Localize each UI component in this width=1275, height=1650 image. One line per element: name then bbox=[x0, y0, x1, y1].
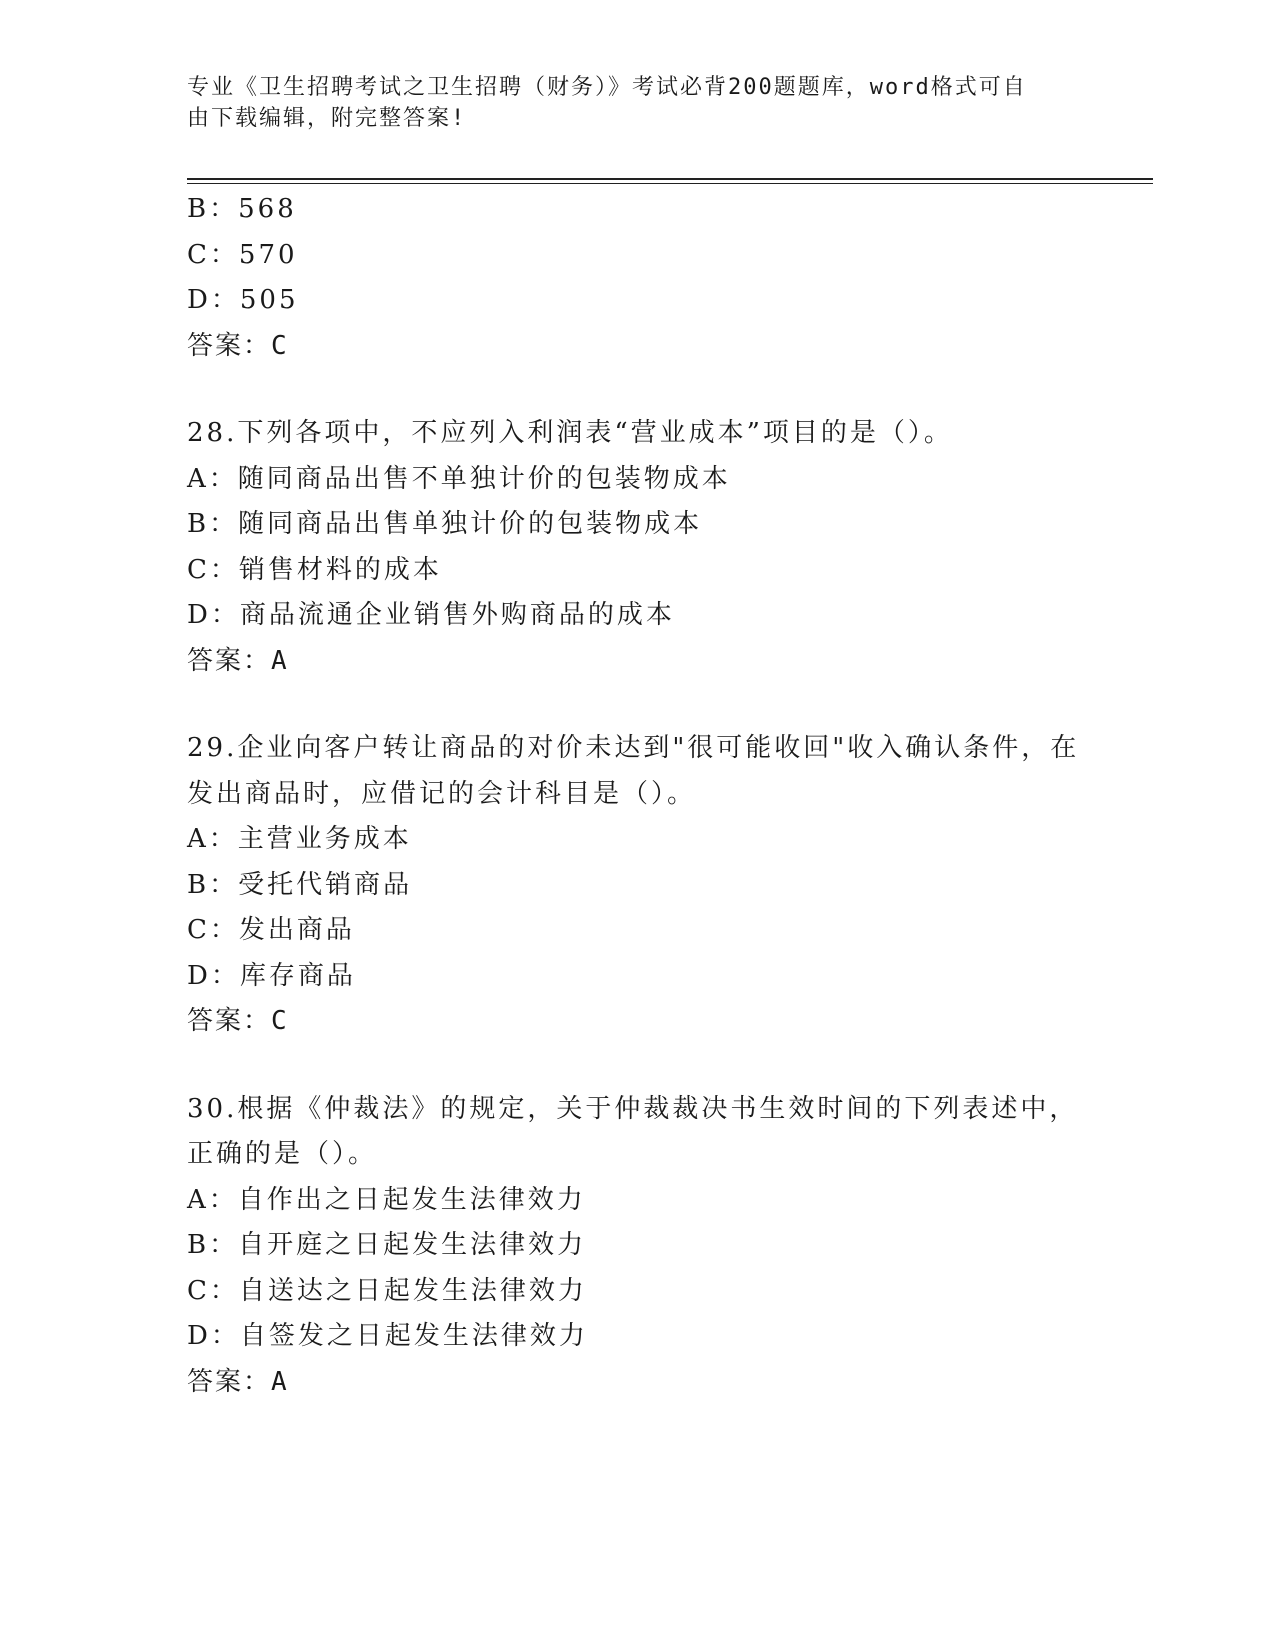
option-d bbox=[187, 1314, 1087, 1360]
header-line-1: 专业《卫生招聘考试之卫生招聘（财务）》考试必背200题题库，word格式可自 bbox=[187, 75, 1027, 100]
answer-line: 答案：C bbox=[187, 330, 289, 361]
option-text: 发出商品 bbox=[238, 915, 355, 945]
option-c bbox=[187, 548, 1087, 594]
question-gap bbox=[187, 684, 1087, 726]
option-key: D： bbox=[187, 1321, 240, 1351]
option-key: A： bbox=[187, 1184, 238, 1215]
option-c bbox=[187, 908, 1087, 954]
answer-line: 答案：A bbox=[187, 645, 289, 676]
option-b bbox=[187, 863, 1087, 909]
header-line-2: 由下载编辑，附完整答案! bbox=[187, 106, 467, 131]
question-stem: 28.下列各项中，不应列入利润表“营业成本”项目的是（）。 bbox=[187, 418, 953, 448]
page-header bbox=[187, 72, 1067, 134]
question-gap bbox=[187, 1045, 1087, 1087]
option-text: 自开庭之日起发生法律效力 bbox=[238, 1230, 587, 1260]
answer-line: 答案：A bbox=[187, 1366, 289, 1397]
option-key: D： bbox=[187, 285, 240, 315]
option-text: 受托代销商品 bbox=[238, 869, 413, 900]
option-d bbox=[187, 278, 1087, 324]
option-key: D： bbox=[187, 600, 240, 630]
option-a bbox=[187, 457, 1087, 503]
option-a bbox=[187, 817, 1087, 863]
option-text: 销售材料的成本 bbox=[238, 554, 442, 585]
question-29-block bbox=[187, 726, 1087, 1045]
option-b bbox=[187, 1223, 1087, 1269]
option-key: B： bbox=[187, 194, 239, 224]
question-30-block bbox=[187, 1087, 1087, 1406]
option-text: 自送达之日起发生法律效力 bbox=[238, 1275, 587, 1306]
option-b bbox=[187, 502, 1087, 548]
option-key: C： bbox=[187, 915, 239, 945]
option-key: A： bbox=[187, 824, 238, 854]
option-key: C： bbox=[187, 239, 239, 270]
option-key: C： bbox=[187, 554, 239, 585]
option-key: B： bbox=[187, 509, 239, 539]
option-text: 自签发之日起发生法律效力 bbox=[239, 1321, 588, 1351]
question-stem-continued: 正确的是（）。 bbox=[187, 1139, 378, 1169]
prev-question-block bbox=[187, 187, 1087, 369]
option-key: B： bbox=[187, 1230, 239, 1260]
header-divider-thin bbox=[187, 183, 1153, 184]
option-text: 随同商品出售不单独计价的包装物成本 bbox=[237, 463, 731, 494]
option-text: 主营业务成本 bbox=[237, 824, 412, 854]
option-c bbox=[187, 1269, 1087, 1315]
option-text: 505 bbox=[239, 285, 299, 315]
question-gap bbox=[187, 369, 1087, 411]
question-stem-continued: 发出商品时，应借记的会计科目是（）。 bbox=[187, 778, 697, 809]
option-d bbox=[187, 593, 1087, 639]
option-d bbox=[187, 954, 1087, 1000]
question-stem: 29.企业向客户转让商品的对价未达到"很可能收回"收入确认条件，在 bbox=[187, 733, 1080, 763]
header-divider-thick bbox=[187, 178, 1153, 180]
option-a bbox=[187, 1178, 1087, 1224]
option-text: 随同商品出售单独计价的包装物成本 bbox=[238, 509, 703, 539]
question-content bbox=[187, 187, 1087, 1405]
option-key: D： bbox=[187, 960, 240, 991]
option-c bbox=[187, 233, 1087, 279]
option-text: 570 bbox=[238, 239, 298, 270]
answer-line: 答案：C bbox=[187, 1006, 289, 1036]
option-text: 自作出之日起发生法律效力 bbox=[237, 1184, 586, 1215]
option-key: A： bbox=[187, 463, 238, 494]
option-key: B： bbox=[187, 869, 239, 900]
option-key: C： bbox=[187, 1275, 239, 1306]
option-text: 商品流通企业销售外购商品的成本 bbox=[239, 600, 675, 630]
option-text: 568 bbox=[238, 194, 297, 224]
option-text: 库存商品 bbox=[239, 960, 356, 991]
question-stem: 30.根据《仲裁法》的规定，关于仲裁裁决书生效时间的下列表述中， bbox=[187, 1093, 1079, 1124]
option-b bbox=[187, 187, 1087, 233]
question-28-block bbox=[187, 411, 1087, 684]
